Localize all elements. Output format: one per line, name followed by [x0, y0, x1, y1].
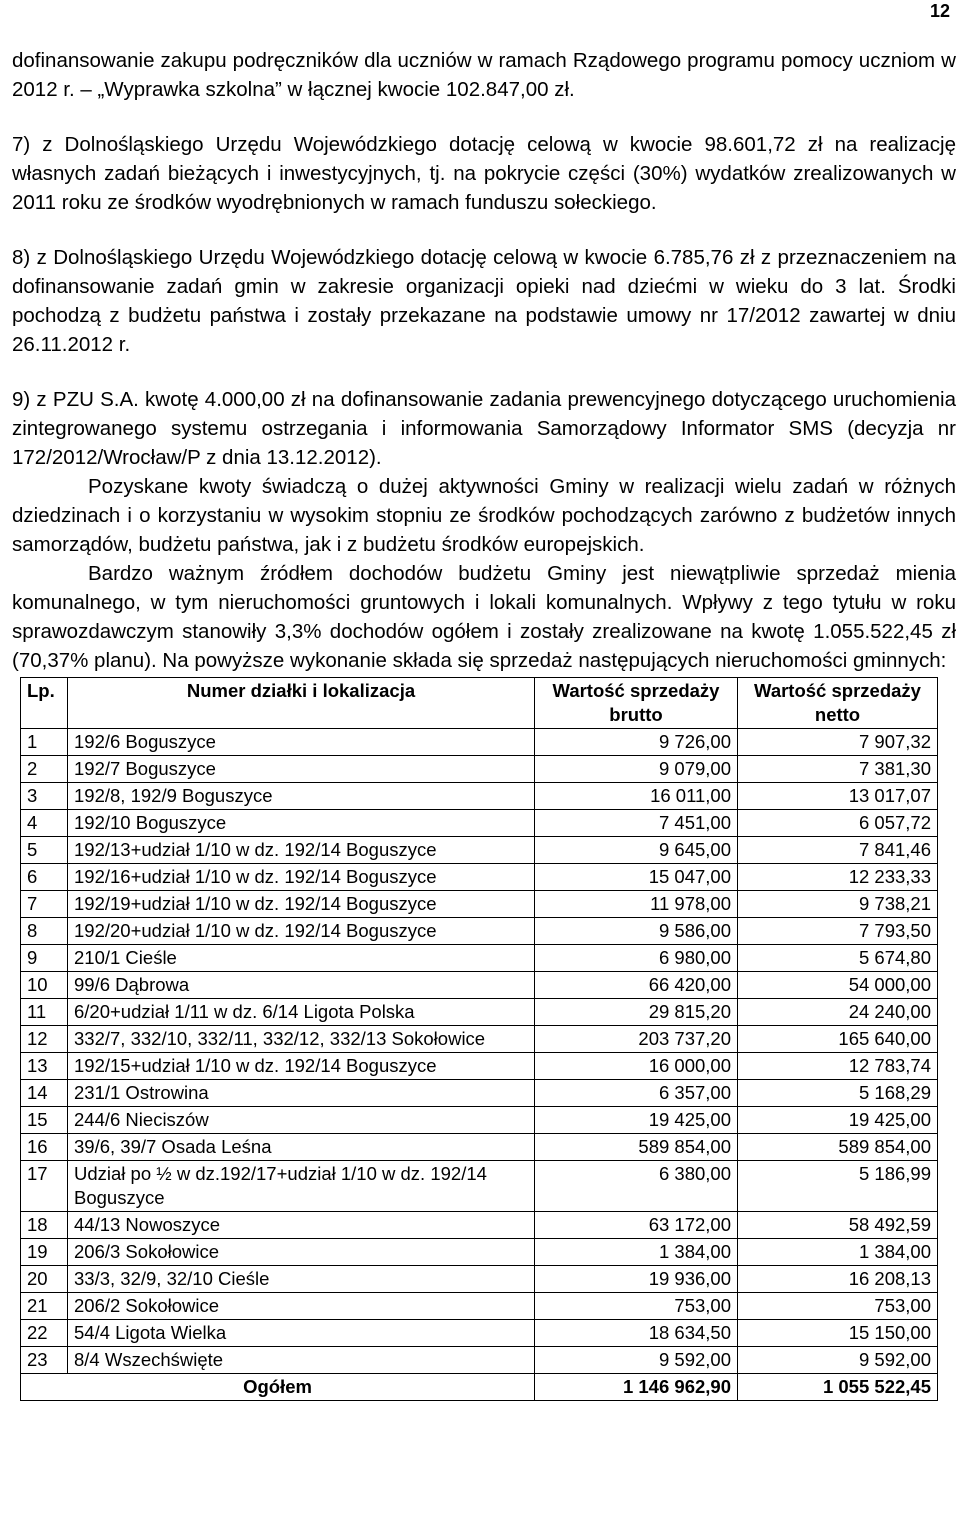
- cell-location: 99/6 Dąbrowa: [68, 972, 535, 999]
- cell-netto: 54 000,00: [738, 972, 938, 999]
- paragraph-item-7: 7) z Dolnośląskiego Urzędu Wojewódzkiego dotację celową w kwocie 98.601,72 zł na realizację własnych zadań bieżących i inwestycyjnych, tj. na pokrycie części (30%) wydatków zrealizowanych w 2011 roku ze środków wyodrębnionych w ramach funduszu sołeckiego.: [12, 133, 956, 214]
- cell-location: 192/7 Boguszyce: [68, 756, 535, 783]
- table-row: [21, 1266, 938, 1293]
- cell-lp: 15: [21, 1107, 68, 1134]
- cell-lp: 4: [21, 810, 68, 837]
- cell-brutto: 1 384,00: [535, 1239, 738, 1266]
- cell-brutto: 11 978,00: [535, 891, 738, 918]
- cell-lp: 11: [21, 999, 68, 1026]
- paragraph-item-9: 9) z PZU S.A. kwotę 4.000,00 zł na dofinansowanie zadania prewencyjnego dotyczącego uruchomienia zintegrowanego systemu ostrzegania i informowania Samorządowy Informator SMS (decyzja nr 172/2012/Wrocław/P z dnia 13.12.2012).: [12, 388, 956, 469]
- cell-netto: 24 240,00: [738, 999, 938, 1026]
- table-row: [21, 1026, 938, 1053]
- cell-netto: 753,00: [738, 1293, 938, 1320]
- cell-brutto: 66 420,00: [535, 972, 738, 999]
- cell-lp: 19: [21, 1239, 68, 1266]
- cell-lp: 14: [21, 1080, 68, 1107]
- table-row: [21, 729, 938, 756]
- cell-location: 8/4 Wszechświęte: [68, 1347, 535, 1374]
- table-row: [21, 1239, 938, 1266]
- header-lp: Lp.: [21, 678, 68, 729]
- document-body: [12, 46, 956, 1401]
- cell-location: 192/10 Boguszyce: [68, 810, 535, 837]
- cell-lp: 21: [21, 1293, 68, 1320]
- table-body: [21, 729, 938, 1374]
- cell-brutto: 16 000,00: [535, 1053, 738, 1080]
- table-row: [21, 1161, 938, 1212]
- table-row: [21, 972, 938, 999]
- cell-location: 332/7, 332/10, 332/11, 332/12, 332/13 Sokołowice: [68, 1026, 535, 1053]
- cell-lp: 12: [21, 1026, 68, 1053]
- cell-brutto: 6 357,00: [535, 1080, 738, 1107]
- cell-lp: 22: [21, 1320, 68, 1347]
- cell-brutto: 19 936,00: [535, 1266, 738, 1293]
- cell-location: 210/1 Cieśle: [68, 945, 535, 972]
- paragraph-item-8: 8) z Dolnośląskiego Urzędu Wojewódzkiego dotację celową w kwocie 6.785,76 zł z przeznaczeniem na dofinansowanie zadań gmin w zakresie organizacji opieki nad dziećmi w wieku do 3 lat. Środki pochodzą z budżetu państwa i zostały przekazane na podstawie umowy nr 17/2012 zawartej w dniu 26.11.2012 r.: [12, 246, 956, 356]
- cell-brutto: 18 634,50: [535, 1320, 738, 1347]
- cell-netto: 589 854,00: [738, 1134, 938, 1161]
- cell-netto: 12 233,33: [738, 864, 938, 891]
- table-header-row: [21, 678, 938, 729]
- table-total-row: [21, 1374, 938, 1401]
- cell-location: 39/6, 39/7 Osada Leśna: [68, 1134, 535, 1161]
- cell-brutto: 6 380,00: [535, 1161, 738, 1212]
- header-netto: Wartość sprzedaży netto: [738, 678, 938, 729]
- cell-lp: 9: [21, 945, 68, 972]
- cell-location: 192/13+udział 1/10 w dz. 192/14 Boguszyce: [68, 837, 535, 864]
- cell-brutto: 589 854,00: [535, 1134, 738, 1161]
- cell-lp: 23: [21, 1347, 68, 1374]
- cell-brutto: 16 011,00: [535, 783, 738, 810]
- table-row: [21, 891, 938, 918]
- table-row: [21, 1053, 938, 1080]
- cell-netto: 16 208,13: [738, 1266, 938, 1293]
- header-brutto: Wartość sprzedaży brutto: [535, 678, 738, 729]
- cell-lp: 7: [21, 891, 68, 918]
- cell-netto: 1 384,00: [738, 1239, 938, 1266]
- cell-lp: 20: [21, 1266, 68, 1293]
- cell-brutto: 203 737,20: [535, 1026, 738, 1053]
- table-row: [21, 810, 938, 837]
- cell-brutto: 753,00: [535, 1293, 738, 1320]
- table-row: [21, 999, 938, 1026]
- cell-location: 44/13 Nowoszyce: [68, 1212, 535, 1239]
- cell-brutto: 15 047,00: [535, 864, 738, 891]
- table-row: [21, 1080, 938, 1107]
- cell-lp: 1: [21, 729, 68, 756]
- table-row: [21, 783, 938, 810]
- total-netto: 1 055 522,45: [738, 1374, 938, 1401]
- table-row: [21, 837, 938, 864]
- cell-location: 192/19+udział 1/10 w dz. 192/14 Boguszyce: [68, 891, 535, 918]
- cell-location: 33/3, 32/9, 32/10 Cieśle: [68, 1266, 535, 1293]
- cell-netto: 5 674,80: [738, 945, 938, 972]
- property-sales-table: [20, 677, 938, 1401]
- table-row: [21, 1293, 938, 1320]
- cell-netto: 7 841,46: [738, 837, 938, 864]
- cell-brutto: 9 645,00: [535, 837, 738, 864]
- cell-lp: 6: [21, 864, 68, 891]
- cell-location: 192/15+udział 1/10 w dz. 192/14 Boguszyce: [68, 1053, 535, 1080]
- cell-location: 192/20+udział 1/10 w dz. 192/14 Boguszyce: [68, 918, 535, 945]
- cell-netto: 7 793,50: [738, 918, 938, 945]
- total-brutto: 1 146 962,90: [535, 1374, 738, 1401]
- cell-netto: 19 425,00: [738, 1107, 938, 1134]
- cell-location: 192/8, 192/9 Boguszyce: [68, 783, 535, 810]
- cell-netto: 7 381,30: [738, 756, 938, 783]
- cell-netto: 58 492,59: [738, 1212, 938, 1239]
- cell-brutto: 29 815,20: [535, 999, 738, 1026]
- table-row: [21, 1107, 938, 1134]
- cell-location: 6/20+udział 1/11 w dz. 6/14 Ligota Polska: [68, 999, 535, 1026]
- cell-lp: 8: [21, 918, 68, 945]
- cell-location: 244/6 Nieciszów: [68, 1107, 535, 1134]
- cell-brutto: 19 425,00: [535, 1107, 738, 1134]
- table-row: [21, 864, 938, 891]
- cell-lp: 16: [21, 1134, 68, 1161]
- table-row: [21, 1347, 938, 1374]
- cell-netto: 12 783,74: [738, 1053, 938, 1080]
- cell-location: 206/2 Sokołowice: [68, 1293, 535, 1320]
- cell-netto: 13 017,07: [738, 783, 938, 810]
- cell-brutto: 9 592,00: [535, 1347, 738, 1374]
- table-row: [21, 1212, 938, 1239]
- table-row: [21, 756, 938, 783]
- cell-lp: 5: [21, 837, 68, 864]
- total-label: Ogółem: [21, 1374, 535, 1401]
- cell-lp: 13: [21, 1053, 68, 1080]
- cell-netto: 7 907,32: [738, 729, 938, 756]
- cell-brutto: 7 451,00: [535, 810, 738, 837]
- cell-lp: 17: [21, 1161, 68, 1212]
- cell-brutto: 9 726,00: [535, 729, 738, 756]
- cell-location: 206/3 Sokołowice: [68, 1239, 535, 1266]
- page-number: 12: [929, 1, 950, 21]
- cell-netto: 6 057,72: [738, 810, 938, 837]
- cell-lp: 3: [21, 783, 68, 810]
- paragraph-summary: Pozyskane kwoty świadczą o dużej aktywności Gminy w realizacji wielu zadań w różnych dziedzinach i o korzystaniu w wysokim stopniu ze środków pochodzących zarówno z budżetów innych samorządów, budżetu państwa, jak i z budżetu środków europejskich.: [12, 475, 956, 556]
- cell-location: 54/4 Ligota Wielka: [68, 1320, 535, 1347]
- cell-brutto: 9 586,00: [535, 918, 738, 945]
- cell-netto: 15 150,00: [738, 1320, 938, 1347]
- cell-lp: 10: [21, 972, 68, 999]
- cell-netto: 9 592,00: [738, 1347, 938, 1374]
- cell-netto: 9 738,21: [738, 891, 938, 918]
- table-row: [21, 1134, 938, 1161]
- table-row: [21, 1320, 938, 1347]
- cell-location: Udział po ½ w dz.192/17+udział 1/10 w dz. 192/14 Boguszyce: [68, 1161, 535, 1212]
- cell-netto: 5 186,99: [738, 1161, 938, 1212]
- cell-netto: 5 168,29: [738, 1080, 938, 1107]
- cell-location: 192/16+udział 1/10 w dz. 192/14 Boguszyce: [68, 864, 535, 891]
- cell-lp: 2: [21, 756, 68, 783]
- table-row: [21, 945, 938, 972]
- header-location: Numer działki i lokalizacja: [68, 678, 535, 729]
- cell-brutto: 6 980,00: [535, 945, 738, 972]
- cell-netto: 165 640,00: [738, 1026, 938, 1053]
- cell-brutto: 9 079,00: [535, 756, 738, 783]
- paragraph-property-sales: Bardzo ważnym źródłem dochodów budżetu Gminy jest niewątpliwie sprzedaż mienia komunalnego, w tym nieruchomości gruntowych i lokali komunalnych. Wpływy z tego tytułu w roku sprawozdawczym stanowiły 3,3% dochodów ogółem i zostały zrealizowane na kwotę 1.055.522,45 zł (70,37% planu). Na powyższe wykonanie składa się sprzedaż następujących nieruchomości gminnych:: [12, 562, 956, 672]
- cell-location: 231/1 Ostrowina: [68, 1080, 535, 1107]
- cell-location: 192/6 Boguszyce: [68, 729, 535, 756]
- paragraph-wyprawka: dofinansowanie zakupu podręczników dla uczniów w ramach Rządowego programu pomocy uczniom w 2012 r. – „Wyprawka szkolna” w łącznej kwocie 102.847,00 zł.: [12, 49, 956, 101]
- table-row: [21, 918, 938, 945]
- cell-brutto: 63 172,00: [535, 1212, 738, 1239]
- cell-lp: 18: [21, 1212, 68, 1239]
